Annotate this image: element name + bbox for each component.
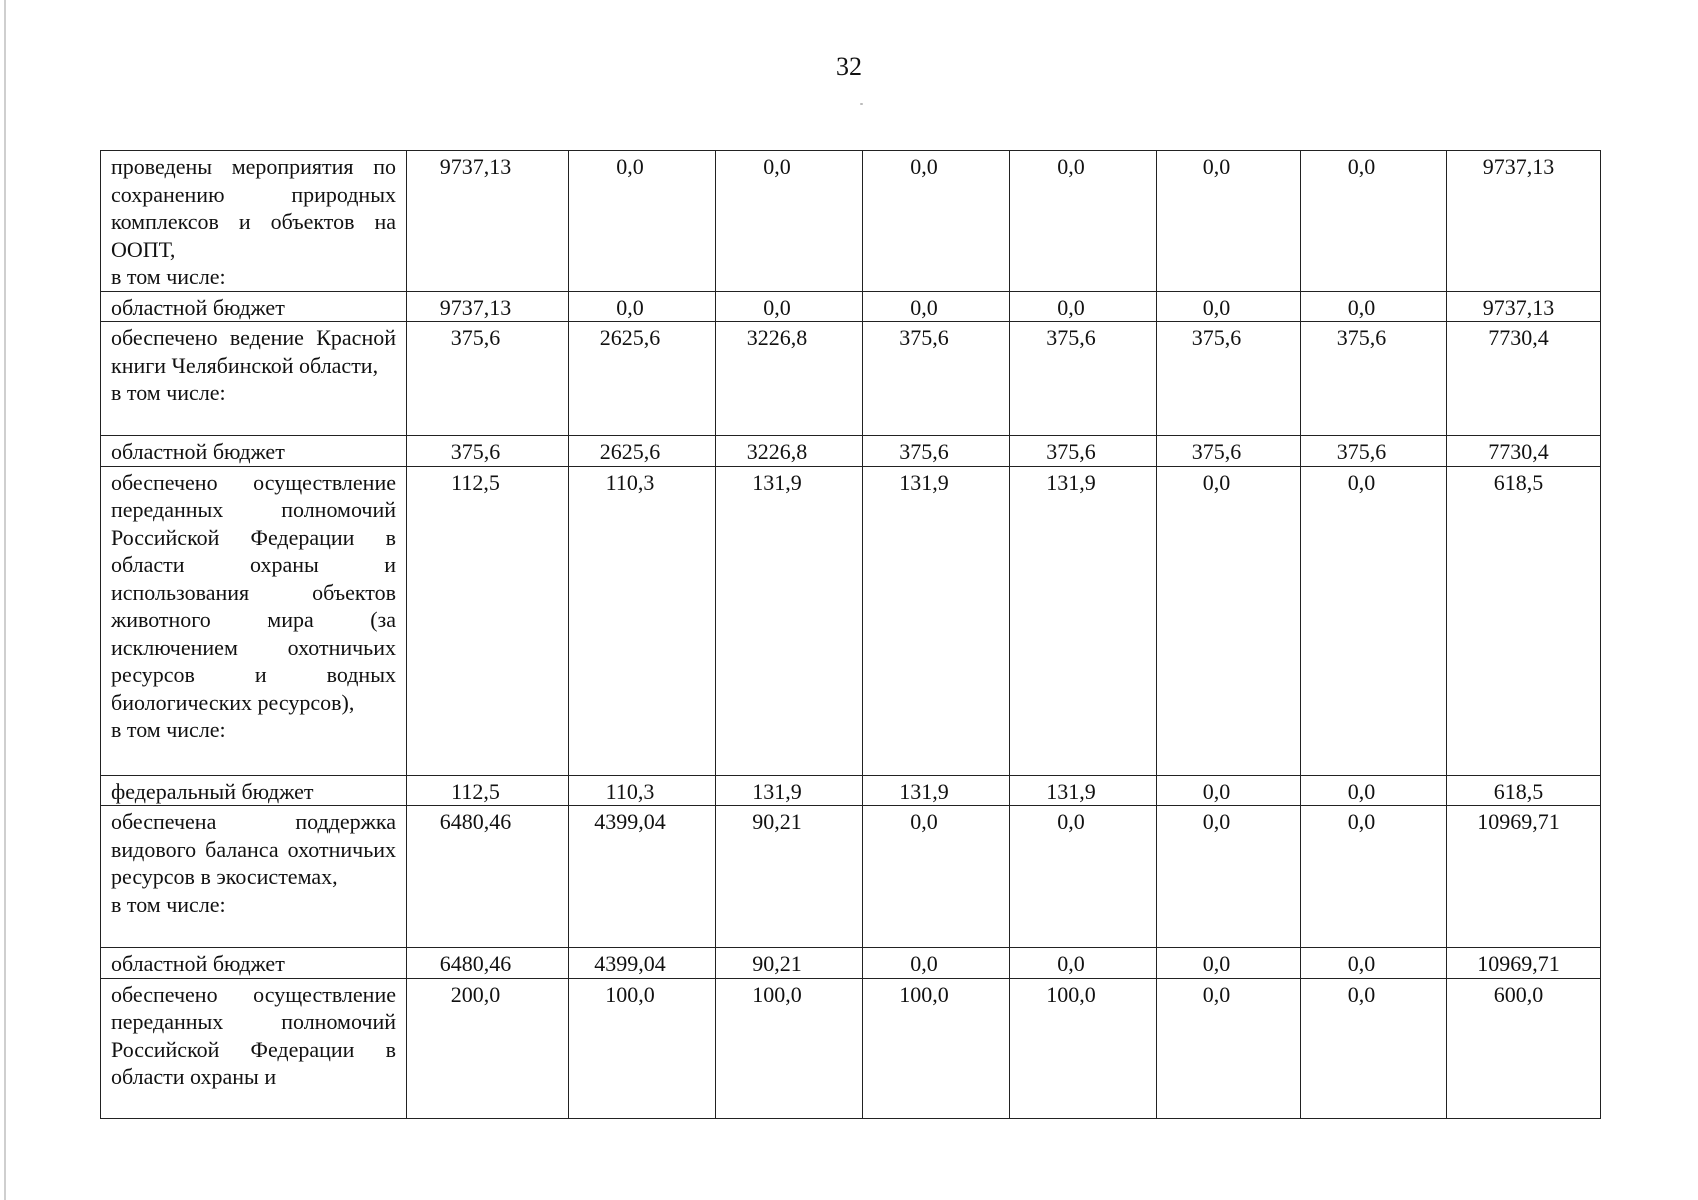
row-description-main: проведены мероприятия по сохранению природных комплексов и объектов на ООПТ,: [111, 154, 396, 262]
value-cell: 0,0: [569, 291, 716, 322]
value-cell: 0,0: [716, 151, 863, 292]
value-cell: 0,0: [1301, 978, 1447, 1118]
value-cell: 0,0: [1010, 806, 1157, 948]
value-cell: 4399,04: [569, 806, 716, 948]
row-description-sub: в том числе:: [111, 380, 226, 405]
row-description: [101, 978, 407, 1118]
value-cell: 0,0: [863, 151, 1010, 292]
row-description-sub: в том числе:: [111, 264, 226, 289]
value-cell: 0,0: [863, 948, 1010, 979]
total-cell: 7730,4: [1447, 322, 1601, 436]
value-cell: 0,0: [1301, 151, 1447, 292]
scan-edge-line: [4, 0, 6, 1200]
value-cell: 375,6: [407, 436, 569, 467]
value-cell: 0,0: [1010, 151, 1157, 292]
value-cell: 100,0: [1010, 978, 1157, 1118]
value-cell: 2625,6: [569, 436, 716, 467]
value-cell: 375,6: [1010, 436, 1157, 467]
value-cell: 0,0: [716, 291, 863, 322]
value-cell: 110,3: [569, 775, 716, 806]
total-cell: 9737,13: [1447, 291, 1601, 322]
value-cell: 375,6: [1010, 322, 1157, 436]
value-cell: 90,21: [716, 948, 863, 979]
row-description-main: областной бюджет: [111, 294, 285, 320]
value-cell: 0,0: [863, 291, 1010, 322]
table-row: [101, 436, 1601, 467]
value-cell: 0,0: [1157, 466, 1301, 775]
value-cell: 375,6: [1157, 322, 1301, 436]
value-cell: 0,0: [1157, 775, 1301, 806]
row-description: [101, 151, 407, 292]
row-description-main: федеральный бюджет: [111, 778, 314, 804]
total-cell: 9737,13: [1447, 151, 1601, 292]
total-cell: 600,0: [1447, 978, 1601, 1118]
value-cell: 6480,46: [407, 948, 569, 979]
value-cell: 2625,6: [569, 322, 716, 436]
value-cell: 375,6: [863, 322, 1010, 436]
value-cell: 112,5: [407, 775, 569, 806]
value-cell: 0,0: [1157, 291, 1301, 322]
row-description: [101, 806, 407, 948]
row-description-main: обеспечено осуществление переданных полномочий Российской Федерации в области охраны и использования объектов животного мира (за исключением охотничьих ресурсов и водных биологических ресурсов),: [111, 469, 396, 715]
row-description-main: обеспечена поддержка видового баланса охотничьих ресурсов в экосистемах,: [111, 809, 396, 889]
value-cell: 100,0: [569, 978, 716, 1118]
value-cell: 0,0: [1157, 948, 1301, 979]
value-cell: 375,6: [407, 322, 569, 436]
value-cell: 0,0: [863, 806, 1010, 948]
value-cell: 0,0: [1010, 291, 1157, 322]
total-cell: 618,5: [1447, 775, 1601, 806]
value-cell: 375,6: [1301, 436, 1447, 467]
value-cell: 0,0: [1301, 806, 1447, 948]
value-cell: 0,0: [1301, 775, 1447, 806]
page-number: 32: [836, 52, 862, 81]
value-cell: 131,9: [1010, 466, 1157, 775]
value-cell: 6480,46: [407, 806, 569, 948]
budget-table: [100, 150, 1601, 1119]
total-cell: 10969,71: [1447, 806, 1601, 948]
row-description: [101, 466, 407, 775]
row-description: [101, 948, 407, 979]
table-row: [101, 978, 1601, 1118]
value-cell: 0,0: [569, 151, 716, 292]
value-cell: 375,6: [1157, 436, 1301, 467]
value-cell: 100,0: [863, 978, 1010, 1118]
value-cell: 0,0: [1157, 978, 1301, 1118]
value-cell: 3226,8: [716, 322, 863, 436]
value-cell: 0,0: [1157, 151, 1301, 292]
value-cell: 131,9: [863, 775, 1010, 806]
value-cell: 4399,04: [569, 948, 716, 979]
row-description: [101, 775, 407, 806]
value-cell: 0,0: [1010, 948, 1157, 979]
row-description-main: обеспечено осуществление переданных полномочий Российской Федерации в области охраны и: [111, 981, 396, 1089]
row-description-main: областной бюджет: [111, 951, 285, 976]
table-row: [101, 151, 1601, 292]
value-cell: 100,0: [716, 978, 863, 1118]
value-cell: 131,9: [863, 466, 1010, 775]
table-row: [101, 466, 1601, 775]
row-description-sub: в том числе:: [111, 717, 226, 742]
value-cell: 131,9: [716, 466, 863, 775]
total-cell: 618,5: [1447, 466, 1601, 775]
value-cell: 375,6: [1301, 322, 1447, 436]
row-description: [101, 436, 407, 467]
scan-speck: [860, 103, 863, 105]
value-cell: 0,0: [1157, 806, 1301, 948]
value-cell: 131,9: [716, 775, 863, 806]
value-cell: 0,0: [1301, 466, 1447, 775]
row-description: [101, 322, 407, 436]
table-row: [101, 948, 1601, 979]
value-cell: 0,0: [1301, 948, 1447, 979]
table-row: [101, 291, 1601, 322]
row-description-sub: в том числе:: [111, 891, 226, 917]
value-cell: 9737,13: [407, 291, 569, 322]
value-cell: 0,0: [1301, 291, 1447, 322]
table-row: [101, 775, 1601, 806]
total-cell: 7730,4: [1447, 436, 1601, 467]
value-cell: 3226,8: [716, 436, 863, 467]
row-description-main: областной бюджет: [111, 439, 285, 464]
value-cell: 112,5: [407, 466, 569, 775]
row-description: [101, 291, 407, 322]
value-cell: 200,0: [407, 978, 569, 1118]
value-cell: 375,6: [863, 436, 1010, 467]
table-row: [101, 322, 1601, 436]
total-cell: 10969,71: [1447, 948, 1601, 979]
value-cell: 131,9: [1010, 775, 1157, 806]
table-row: [101, 806, 1601, 948]
row-description-main: обеспечено ведение Красной книги Челябинской области,: [111, 325, 396, 378]
value-cell: 9737,13: [407, 151, 569, 292]
value-cell: 110,3: [569, 466, 716, 775]
value-cell: 90,21: [716, 806, 863, 948]
